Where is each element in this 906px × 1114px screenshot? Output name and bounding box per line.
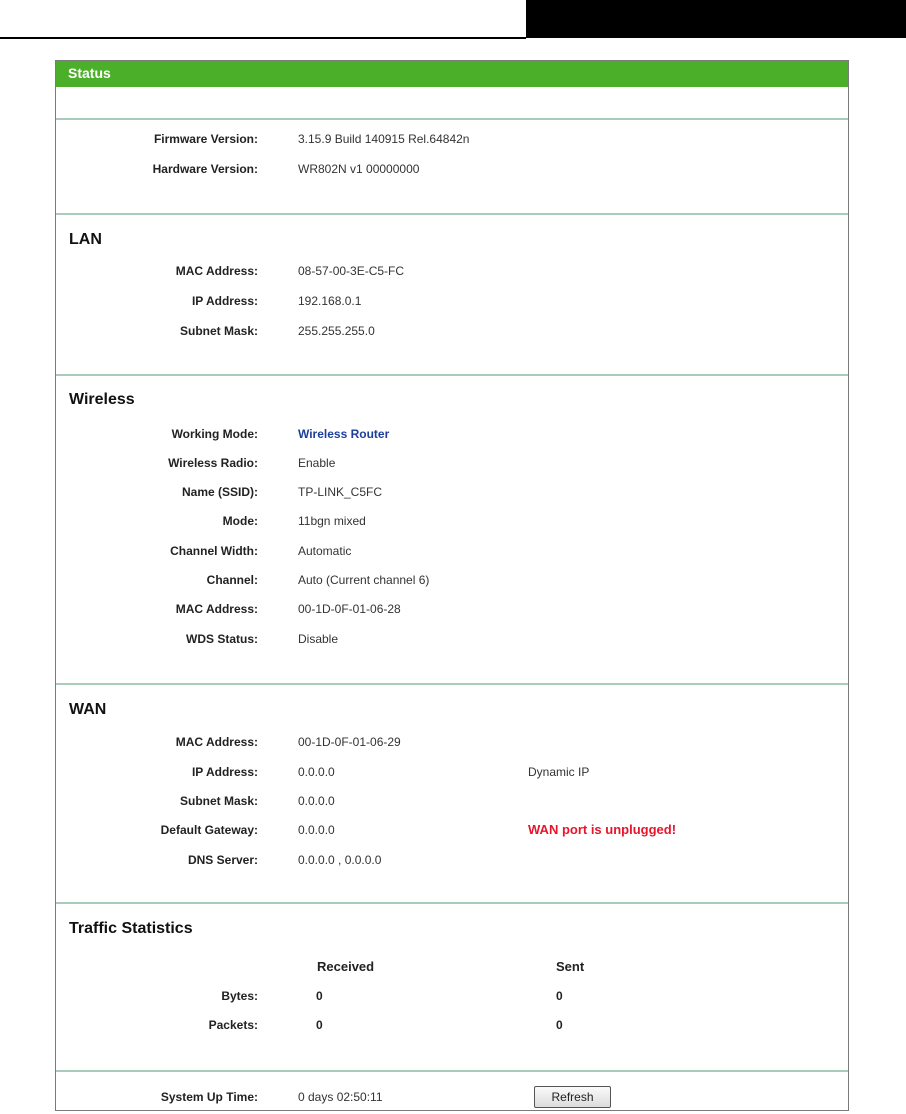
refresh-button[interactable]: Refresh — [534, 1086, 611, 1108]
top-rule — [0, 37, 526, 39]
firmware-version-value: 3.15.9 Build 140915 Rel.64842n — [298, 132, 470, 146]
ssid-value: TP-LINK_C5FC — [298, 485, 383, 499]
channel-width-label: Channel Width: — [170, 544, 258, 558]
wan-unplugged-warning: WAN port is unplugged! — [528, 822, 677, 837]
hardware-version-label: Hardware Version: — [152, 162, 258, 176]
wireless-mac-label: MAC Address: — [175, 602, 258, 616]
divider — [56, 902, 848, 904]
channel-width-value: Automatic — [298, 544, 352, 558]
lan-mac-label: MAC Address: — [175, 264, 258, 278]
wds-status-value: Disable — [298, 632, 339, 646]
wireless-mac-value: 00-1D-0F-01-06-28 — [298, 602, 401, 616]
default-gateway-value: 0.0.0.0 — [298, 823, 335, 837]
default-gateway-label: Default Gateway: — [160, 823, 258, 837]
wireless-section-title: Wireless — [69, 391, 135, 408]
lan-subnet-value: 255.255.255.0 — [298, 324, 375, 338]
divider — [56, 683, 848, 685]
channel-label: Channel: — [206, 573, 258, 587]
ssid-label: Name (SSID): — [181, 485, 258, 499]
wan-section-title: WAN — [69, 701, 107, 718]
wan-ip-value: 0.0.0.0 — [298, 765, 335, 779]
working-mode-label: Working Mode: — [171, 427, 258, 441]
status-panel — [55, 60, 849, 1111]
received-column-header: Received — [317, 959, 375, 974]
lan-ip-value: 192.168.0.1 — [298, 294, 362, 308]
packets-received-value: 0 — [316, 1018, 323, 1032]
dns-server-value: 0.0.0.0 , 0.0.0.0 — [298, 853, 382, 867]
status-title: Status — [68, 65, 111, 81]
hardware-version-value: WR802N v1 00000000 — [298, 162, 420, 176]
divider — [56, 374, 848, 376]
system-uptime-label: System Up Time: — [160, 1090, 258, 1104]
bytes-sent-value: 0 — [556, 989, 563, 1003]
lan-subnet-label: Subnet Mask: — [179, 324, 258, 338]
bytes-label: Bytes: — [221, 989, 258, 1003]
wan-ip-label: IP Address: — [191, 765, 258, 779]
wireless-mode-value: 11bgn mixed — [298, 514, 366, 528]
packets-label: Packets: — [208, 1018, 258, 1032]
working-mode-value: Wireless Router — [298, 427, 390, 441]
bytes-received-value: 0 — [316, 989, 323, 1003]
lan-section-title: LAN — [69, 231, 102, 248]
wan-subnet-label: Subnet Mask: — [179, 794, 258, 808]
wireless-radio-label: Wireless Radio: — [168, 456, 258, 470]
wan-mac-label: MAC Address: — [175, 735, 258, 749]
sent-column-header: Sent — [556, 959, 585, 974]
wan-connection-type: Dynamic IP — [528, 765, 590, 779]
wireless-mode-label: Mode: — [222, 514, 258, 528]
firmware-version-label: Firmware Version: — [153, 132, 258, 146]
channel-value: Auto (Current channel 6) — [298, 573, 430, 587]
divider — [56, 213, 848, 215]
traffic-section-title: Traffic Statistics — [69, 920, 193, 937]
divider — [56, 1070, 848, 1072]
divider — [56, 118, 848, 120]
system-uptime-value: 0 days 02:50:11 — [298, 1090, 383, 1104]
packets-sent-value: 0 — [556, 1018, 563, 1032]
wan-mac-value: 00-1D-0F-01-06-29 — [298, 735, 401, 749]
top-black-bar — [526, 0, 906, 38]
dns-server-label: DNS Server: — [187, 853, 258, 867]
wan-subnet-value: 0.0.0.0 — [298, 794, 335, 808]
status-header-bar — [56, 61, 848, 87]
wds-status-label: WDS Status: — [186, 632, 258, 646]
lan-ip-label: IP Address: — [191, 294, 258, 308]
lan-mac-value: 08-57-00-3E-C5-FC — [298, 264, 405, 278]
wireless-radio-value: Enable — [298, 456, 336, 470]
